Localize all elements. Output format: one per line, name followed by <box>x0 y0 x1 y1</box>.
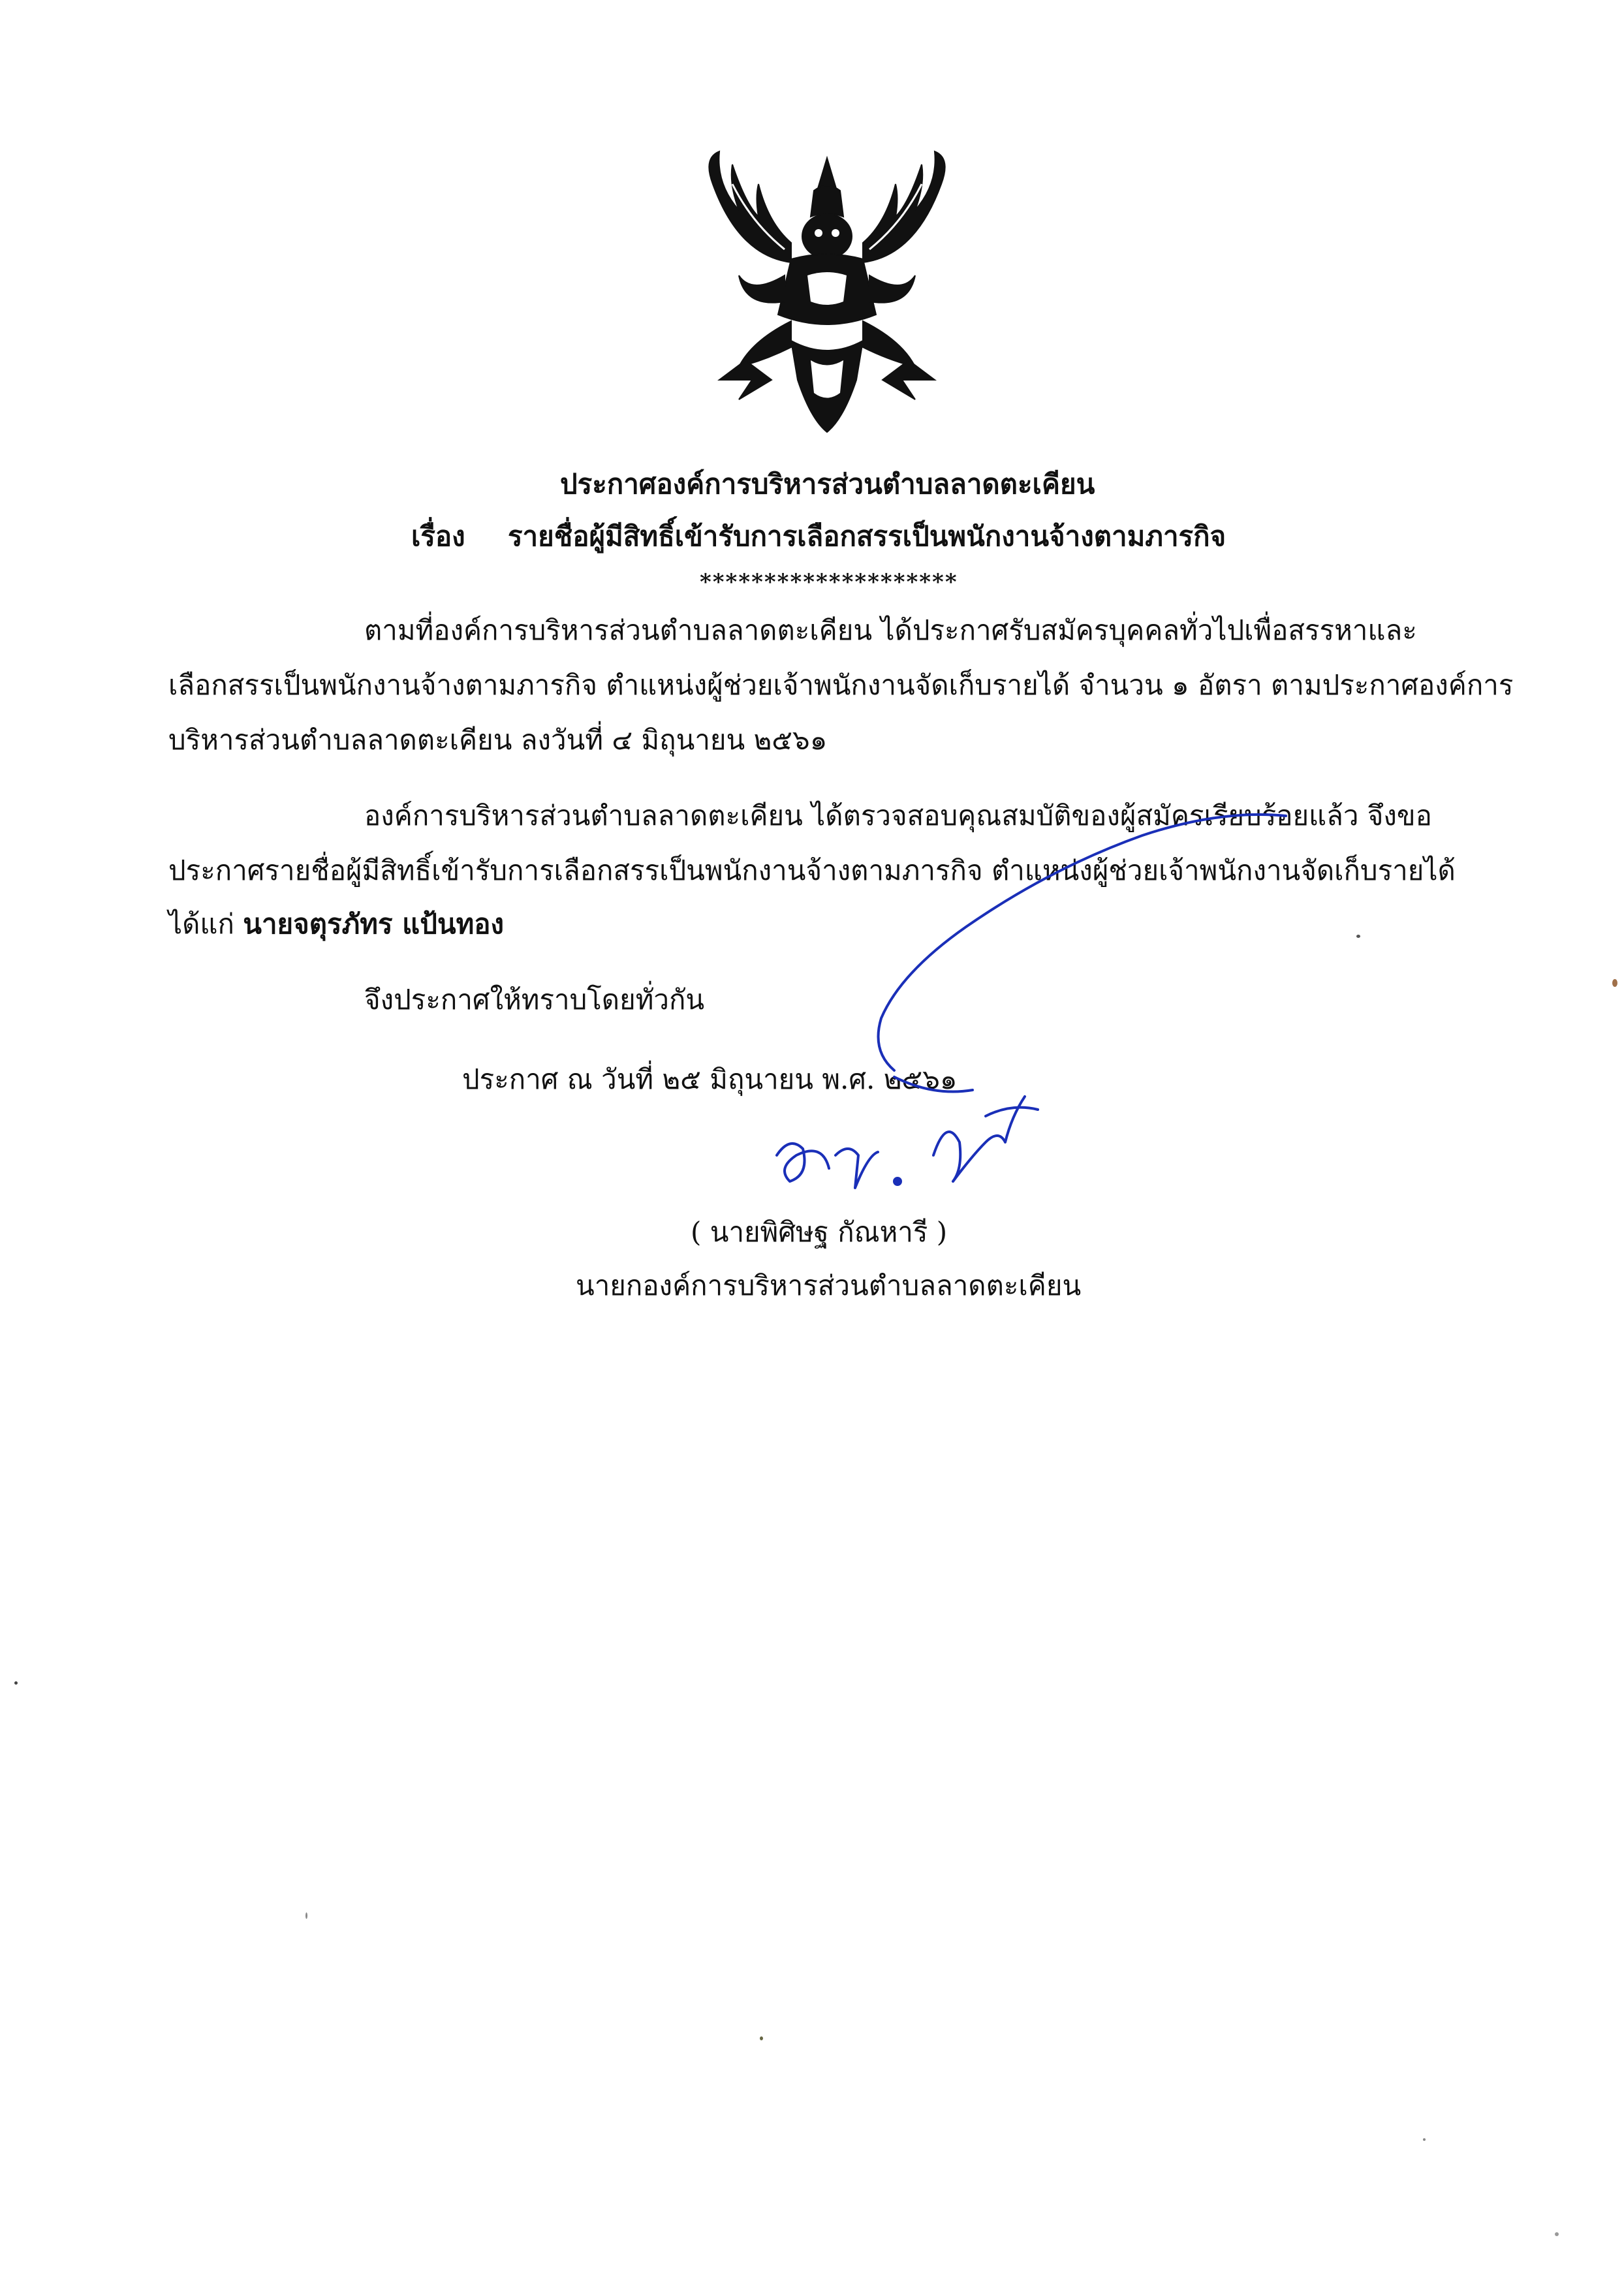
candidate-prefix: ได้แก่ <box>168 908 234 940</box>
scan-speck <box>1423 2138 1426 2141</box>
handwritten-signature <box>738 790 1390 1207</box>
announcement-date: ประกาศ ณ วันที่ ๒๕ มิถุนายน พ.ศ. ๒๕๖๑ <box>462 1063 958 1095</box>
paragraph1-line1: ตามที่องค์การบริหารส่วนตำบลลาดตะเคียน ได้ประกาศรับสมัครบุคคลทั่วไปเพื่อสรรหาและ <box>364 614 1417 646</box>
document-title: ประกาศองค์การบริหารส่วนตำบลลาดตะเคียน <box>560 468 1095 500</box>
scan-speck <box>760 2036 763 2040</box>
scan-speck <box>305 1912 307 1919</box>
scan-speck <box>1612 979 1617 987</box>
signatory-position: นายกองค์การบริหารส่วนตำบลลาดตะเคียน <box>576 1269 1082 1301</box>
scan-speck <box>1555 2232 1559 2236</box>
garuda-emblem-icon <box>693 145 961 439</box>
paragraph2-line3 <box>168 905 504 944</box>
signatory-name: ( นายพิศิษฐ กัณหารี ) <box>691 1216 948 1248</box>
candidate-name: นายจตุรภัทร แป้นทอง <box>243 908 505 940</box>
paragraph1-line2: เลือกสรรเป็นพนักงานจ้างตามภารกิจ ตำแหน่งผู้ช่วยเจ้าพนักงานจัดเก็บรายได้ จำนวน ๑ อัตรา ตามประกาศองค์การ <box>168 669 1514 701</box>
subject-text: รายชื่อผู้มีสิทธิ์เข้ารับการเลือกสรรเป็นพนักงานจ้างตามภารกิจ <box>508 520 1226 552</box>
paragraph1-line3: บริหารส่วนตำบลลาดตะเคียน ลงวันที่ ๔ มิถุนายน ๒๕๖๑ <box>168 724 828 756</box>
subject-label: เรื่อง <box>411 520 465 552</box>
paragraph2-line1: องค์การบริหารส่วนตำบลลาดตะเคียน ได้ตรวจสอบคุณสมบัติของผู้สมัครเรียบร้อยแล้ว จึงขอ <box>364 800 1432 832</box>
closing-statement: จึงประกาศให้ทราบโดยทั่วกัน <box>364 984 705 1016</box>
scan-speck <box>14 1681 18 1685</box>
paragraph2-line2: ประกาศรายชื่อผู้มีสิทธิ์เข้ารับการเลือกสรรเป็นพนักงานจ้างตามภารกิจ ตำแหน่งผู้ช่วยเจ้าพนักงานจัดเก็บรายได้ <box>168 854 1456 886</box>
scan-speck <box>1356 935 1360 938</box>
separator-stars: ******************** <box>700 569 958 595</box>
